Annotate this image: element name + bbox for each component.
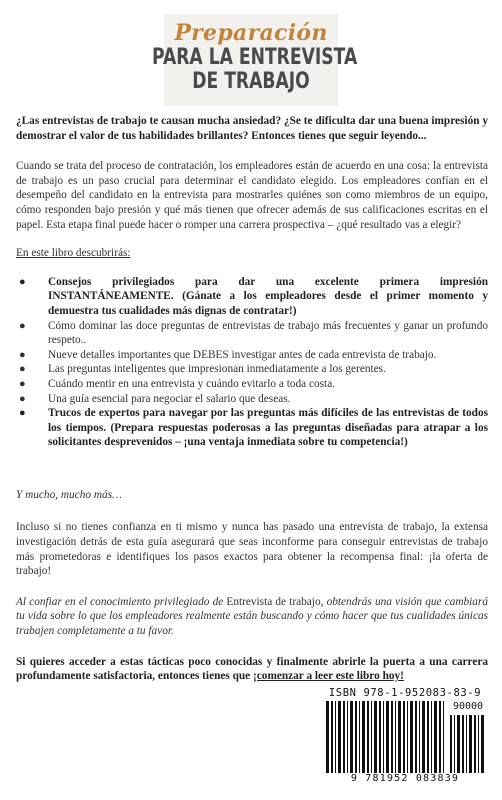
list-item: ● Las preguntas inteligentes que impresionan inmediatamente a los gerentes. [19, 363, 386, 376]
bullet-icon: ● [19, 407, 26, 420]
list-item: ● Una guía esencial para negociar el salario que deseas. [19, 392, 291, 405]
bullet-icon: ● [19, 392, 26, 405]
barcode [322, 687, 488, 785]
barcode-digits: 9 781952 083839 [350, 773, 460, 784]
subheading: En este libro descubrirás: [16, 247, 131, 260]
paragraph-2: Incluso si no tienes confianza en ti mismo y nunca has pasado una entrevista de trabajo, la extensa investigación detrás de esta guía asegurará que seas inconforme para conseguir entrevistas de trabajo más prometedoras e identifiques los pasos exactos para obtener la recompensa final: ¡la oferta de trabajo! [16, 521, 488, 578]
description [16, 114, 488, 684]
title-block [151, 14, 358, 106]
list-item: ● Trucos de expertos para navegar por las preguntas más difíciles de las entrevistas de todos los tiempos. (Prepara respuestas poderosas a las preguntas diseñadas para atrapar a los solicitantes desprevenidos – ¡una ventaja inmediata sobre tu competencia!) [19, 407, 488, 449]
title-script: Preparación [174, 20, 328, 46]
feature-list [16, 275, 488, 450]
bullet-icon: ● [19, 275, 26, 288]
call-to-action: ¡comenzar a leer este libro hoy! [253, 670, 404, 683]
book-title: Entrevista de trabajo, [226, 595, 324, 608]
list-item: ● Nueve detalles importantes que DEBES investigar antes de cada entrevista de trabajo. [19, 348, 437, 361]
bullet-icon: ● [19, 319, 26, 332]
list-item: ● Cómo dominar las doce preguntas de entrevistas de trabajo más frecuentes y ganar un profundo respeto.. [19, 319, 488, 347]
bullet-icon: ● [19, 363, 26, 376]
closing-paragraph: Si quieres acceder a estas tácticas poco conocidas y finalmente abrirle la puerta a una carrera profundamente satisfactoria, entonces tienes que ¡comenzar a leer este libro hoy! [16, 655, 488, 683]
price-barcode-bars [450, 715, 486, 773]
more-line: Y mucho, mucho más… [16, 488, 123, 501]
paragraph-3: Al confiar en el conocimiento privilegiado de Entrevista de trabajo, obtendrás una visión que cambiará tu vida sobre lo que los empleadores realmente están buscando y cómo hacer que tus cualidades únicas trabajen completamente a tu favor. [16, 595, 488, 638]
barcode-bars [326, 701, 446, 773]
intro-paragraph: ¿Las entrevistas de trabajo te causan mucha ansiedad? ¿Se te dificulta dar una buena impresión y demostrar el valor de tus habilidades brillantes? Entonces tienes que seguir leyendo... [16, 115, 488, 142]
bullet-icon: ● [19, 377, 26, 390]
list-item: ● Cuándo mentir en una entrevista y cuándo evitarlo a toda costa. [19, 377, 336, 390]
title-line-sub: DE TRABAJO [192, 69, 310, 94]
list-item: ● Consejos privilegiados para dar una excelente primera impresión INSTANTÁNEAMENTE. (Gánate a los empleadores desde el primer momento y demuestra tus cualidades más dignas de contratar!) [19, 275, 488, 317]
price-code: 90000 [448, 701, 488, 712]
title-line-main: PARA LA ENTREVISTA [151, 45, 358, 70]
bullet-icon: ● [19, 348, 26, 361]
paragraph-1: Cuando se trata del proceso de contratación, los empleadores están de acuerdo en una cosa: la entrevista de trabajo es un paso crucial para determinar el candidato elegido. Los empleadores confían en el desempeño del candidato en la entrevista para mostrarles quiénes son como miembros de un equipo, cómo responden bajo presión y qué más tienen que ofrecer además de sus calificaciones escritas en el papel. Esta etapa final puede hacer o romper una carrera prospectiva – ¿qué resultado vas a elegir? [16, 160, 488, 231]
isbn-label: ISBN 978-1-952083-83-9 [328, 687, 482, 699]
